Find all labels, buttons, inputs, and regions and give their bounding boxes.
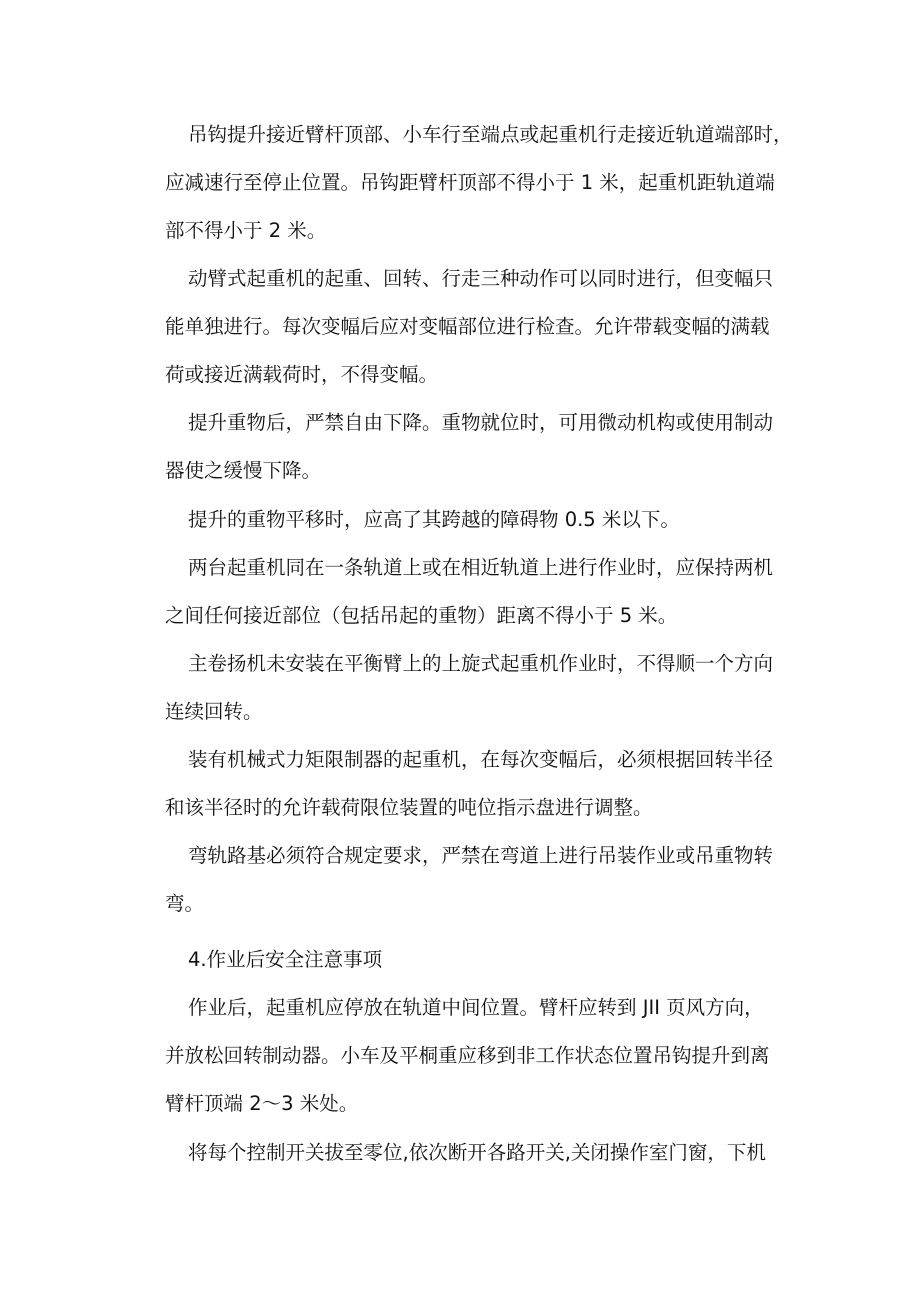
paragraph-10-line-1: 作业后，起重机应停放在轨道中间位置。臂杆应转到 JII 页风方向， (188, 996, 764, 1019)
paragraph-5-line-1: 两台起重机同在一条轨道上或在相近轨道上进行作业时，应保持两机 (188, 556, 774, 579)
paragraph-2-line-2: 能单独进行。每次变幅后应对变幅部位进行检查。允许带载变幅的满载 (165, 315, 770, 338)
paragraph-1-line-1: 吊钩提升接近臂杆顶部、小车行至端点或起重机行走接近轨道端部时， (188, 123, 793, 146)
paragraph-4-line-1: 提升的重物平移时，应高了其跨越的障碍物 0.5 米以下。 (188, 508, 680, 531)
paragraph-8-line-2: 弯。 (165, 892, 205, 915)
paragraph-10-line-3: 臂杆顶端 2～3 米处。 (165, 1092, 359, 1115)
paragraph-7-line-1: 装有机械式力矩限制器的起重机，在每次变幅后，必须根据回转半径 (188, 748, 774, 771)
paragraph-2-line-1: 动臂式起重机的起重、回转、行走三种动作可以同时进行，但变幅只 (188, 267, 774, 290)
paragraph-7-line-2: 和该半径时的允许载荷限位装置的吨位指示盘进行调整。 (165, 796, 653, 819)
paragraph-3-line-1: 提升重物后，严禁自由下降。重物就位时，可用微动机构或使用制动 (188, 411, 774, 434)
paragraph-1-line-2: 应减速行至停止位置。吊钩距臂杆顶部不得小于 1 米，起重机距轨道端 (165, 171, 775, 194)
paragraph-3-line-2: 器使之缓慢下降。 (165, 459, 322, 482)
paragraph-8-line-1: 弯轨路基必须符合规定要求，严禁在弯道上进行吊装作业或吊重物转 (188, 844, 774, 867)
paragraph-5-line-2: 之间任何接近部位（包括吊起的重物）距离不得小于 5 米。 (165, 604, 678, 627)
paragraph-2-line-3: 荷或接近满载荷时，不得变幅。 (165, 363, 439, 386)
paragraph-6-line-1: 主卷扬机未安装在平衡臂上的上旋式起重机作业时，不得顺一个方向 (188, 652, 774, 675)
paragraph-1-line-3: 部不得小于 2 米。 (165, 219, 327, 242)
paragraph-6-line-2: 连续回转。 (165, 700, 263, 723)
section-heading: 4.作业后安全注意事项 (188, 948, 383, 971)
paragraph-10-line-2: 并放松回转制动器。小车及平桐重应移到非工作状态位置吊钩提升到离 (165, 1044, 770, 1067)
paragraph-11-line-1: 将每个控制开关拔至零位,依次断开各路开关,关闭操作室门窗，下机 (188, 1141, 766, 1164)
